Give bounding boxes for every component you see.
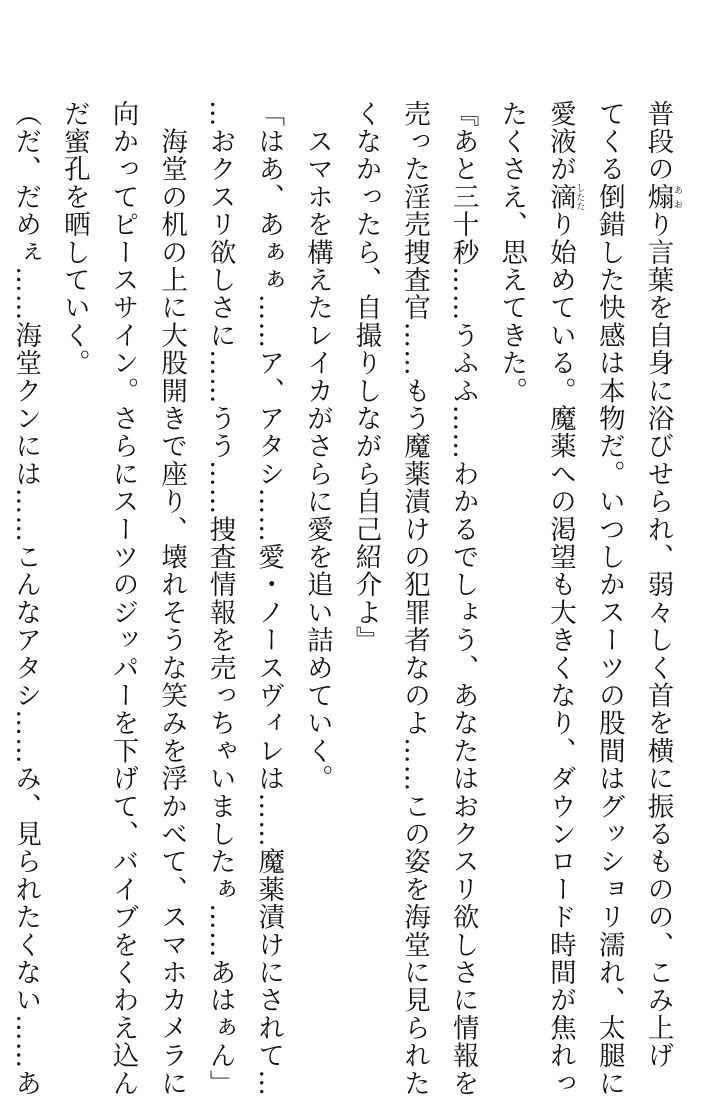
text-line-4: たくさえ、思えてきた。 [496, 100, 528, 405]
ruby-base: 滴 [544, 183, 576, 211]
text-line-11: 海堂の机の上に大股開きで座り、壊れそうな笑みを浮かべて、スマホカメラに [156, 100, 188, 1097]
ruby-annotation [544, 183, 585, 211]
text-line-8: スマホを構えたレイカがさらに愛を追い詰めていく。 [301, 100, 333, 793]
text-line-1 [633, 100, 682, 1070]
text-line-14: （だ、だめぇ……海堂クンには……こんなアタシ……み、見られたくない……あ [10, 100, 42, 1097]
ruby-annotation [642, 183, 682, 211]
text-line-2: てくる倒錯した快感は本物だ。いつしかスーツの股間はグッショリ濡れ、太腿に [593, 100, 625, 1097]
text-line-10: …おクスリ欲しさに……うう……捜査情報を売っちゃいましたぁ……あはぁん」 [204, 100, 236, 1097]
text-segment: 普段の [642, 100, 674, 184]
text-segment: 愛液が [544, 100, 576, 184]
text-line-7: くなかったら、自撮りしながら自己紹介よ』 [350, 100, 382, 654]
vertical-text-body [0, 100, 682, 1097]
text-line-3 [535, 100, 585, 1097]
text-segment: り言葉を自身に浴びせられ、弱々しく首を横に振るものの、こみ上げ [642, 210, 674, 1070]
text-segment: り始めている。魔薬への渇望も大きくなり、ダウンロード時間が焦れっ [544, 210, 576, 1097]
text-line-13: だ蜜孔を晒していく。 [58, 100, 90, 377]
ruby-reading: あお [672, 183, 682, 211]
ruby-base: 煽 [642, 183, 674, 211]
text-line-9: 「はあ、あぁぁ……ア、アタシ……愛・ノースヴィレは……魔薬漬けにされて… [253, 100, 285, 1097]
text-line-5: 『あと三十秒……うふふ……わかるでしょう、あなたはおクスリ欲しさに情報を [447, 100, 479, 1097]
text-line-12: 向かってピースサイン。さらにスーツのジッパーを下げて、バイブをくわえ込ん [107, 100, 139, 1097]
text-line-6: 売った淫売捜査官……もう魔薬漬けの犯罪者なのよ……この姿を海堂に見られた [399, 100, 431, 1097]
ruby-reading: したた [574, 183, 585, 211]
